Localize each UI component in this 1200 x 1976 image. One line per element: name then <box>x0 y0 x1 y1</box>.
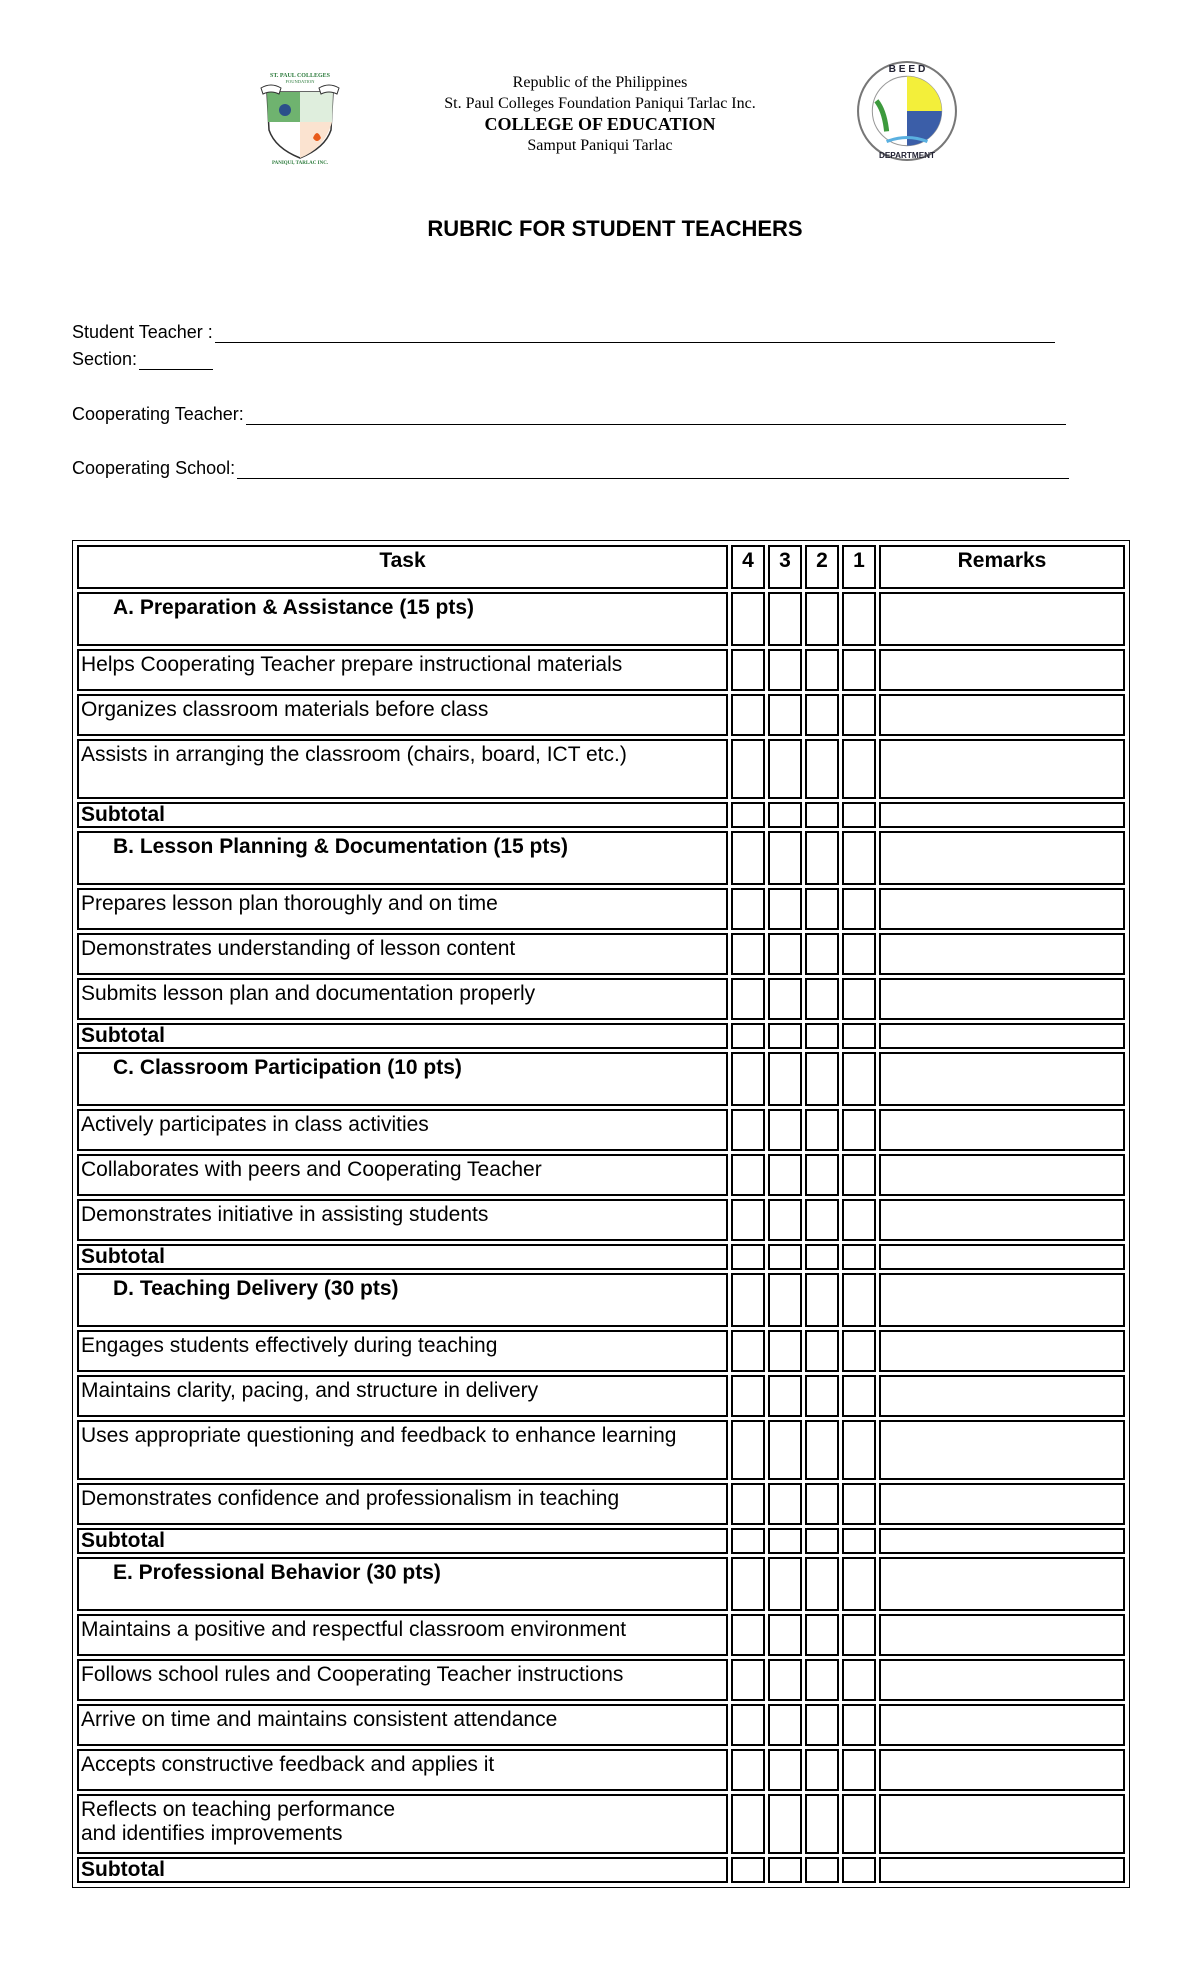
cooperating-school-line[interactable] <box>237 460 1069 479</box>
cooperating-teacher-field[interactable] <box>72 404 1066 425</box>
score-3-cell[interactable] <box>768 1023 802 1049</box>
score-1-cell[interactable] <box>842 1704 876 1746</box>
score-4-cell[interactable] <box>731 1528 765 1554</box>
score-2-cell[interactable] <box>805 1659 839 1701</box>
score-3-cell[interactable] <box>768 1614 802 1656</box>
score-3-cell[interactable] <box>768 1375 802 1417</box>
task-row <box>77 1154 1125 1196</box>
remarks-cell[interactable] <box>879 1420 1125 1480</box>
score-1-cell[interactable] <box>842 739 876 799</box>
score-2-cell[interactable] <box>805 1375 839 1417</box>
score-1-cell[interactable] <box>842 1109 876 1151</box>
score-2-cell[interactable] <box>805 1199 839 1241</box>
rubric-table <box>72 540 1130 1888</box>
score-4-cell[interactable] <box>731 978 765 1020</box>
remarks-cell[interactable] <box>879 978 1125 1020</box>
score-4-cell[interactable] <box>731 649 765 691</box>
score-2-cell[interactable] <box>805 1749 839 1791</box>
subtotal-row <box>77 1528 1125 1554</box>
score-3-cell[interactable] <box>768 1199 802 1241</box>
score-3-cell[interactable] <box>768 1749 802 1791</box>
header-score-1: 4 <box>731 545 765 589</box>
score-2-cell[interactable] <box>805 1420 839 1480</box>
task-text: Prepares lesson plan thoroughly and on time <box>77 888 728 930</box>
remarks-cell[interactable] <box>879 1199 1125 1241</box>
svg-text:FOUNDATION: FOUNDATION <box>285 79 315 84</box>
score-2-cell[interactable] <box>805 1857 839 1883</box>
score-4-cell[interactable] <box>731 1659 765 1701</box>
task-row <box>77 1109 1125 1151</box>
score-1-cell[interactable] <box>842 1244 876 1270</box>
score-1-cell[interactable] <box>842 831 876 885</box>
score-2-cell[interactable] <box>805 1330 839 1372</box>
score-4-cell[interactable] <box>731 1273 765 1327</box>
section-row <box>77 831 1125 885</box>
score-1-cell[interactable] <box>842 694 876 736</box>
section-row <box>77 592 1125 646</box>
score-1-cell[interactable] <box>842 1023 876 1049</box>
score-2-cell[interactable] <box>805 1794 839 1854</box>
section-label: Section: <box>72 349 138 369</box>
cooperating-school-field[interactable] <box>72 458 1069 479</box>
task-row <box>77 1330 1125 1372</box>
section-title: D. Teaching Delivery (30 pts) <box>77 1273 728 1327</box>
task-row <box>77 649 1125 691</box>
task-row <box>77 933 1125 975</box>
page-title: RUBRIC FOR STUDENT TEACHERS <box>427 216 803 241</box>
remarks-cell[interactable] <box>879 1483 1125 1525</box>
score-2-cell[interactable] <box>805 888 839 930</box>
st-paul-colleges-logo <box>255 70 345 165</box>
score-1-cell[interactable] <box>842 802 876 828</box>
task-text: Demonstrates understanding of lesson content <box>77 933 728 975</box>
task-text: Collaborates with peers and Cooperating Teacher <box>77 1154 728 1196</box>
task-text: Reflects on teaching performance and identifies improvements <box>77 1794 728 1854</box>
score-1-cell[interactable] <box>842 1528 876 1554</box>
score-2-cell[interactable] <box>805 1052 839 1106</box>
score-3-cell[interactable] <box>768 1528 802 1554</box>
score-4-cell[interactable] <box>731 1052 765 1106</box>
remarks-cell[interactable] <box>879 802 1125 828</box>
remarks-cell[interactable] <box>879 1375 1125 1417</box>
header-line-4: Samput Paniqui Tarlac <box>527 137 673 154</box>
score-3-cell[interactable] <box>768 592 802 646</box>
score-2-cell[interactable] <box>805 1704 839 1746</box>
remarks-cell[interactable] <box>879 933 1125 975</box>
score-2-cell[interactable] <box>805 1109 839 1151</box>
score-3-cell[interactable] <box>768 739 802 799</box>
score-3-cell[interactable] <box>768 1794 802 1854</box>
score-2-cell[interactable] <box>805 1483 839 1525</box>
remarks-cell[interactable] <box>879 1659 1125 1701</box>
score-3-cell[interactable] <box>768 1052 802 1106</box>
score-2-cell[interactable] <box>805 1557 839 1611</box>
header-remarks: Remarks <box>879 545 1125 589</box>
remarks-cell[interactable] <box>879 1749 1125 1791</box>
table-header-row <box>77 545 1125 589</box>
task-text: Actively participates in class activities <box>77 1109 728 1151</box>
score-4-cell[interactable] <box>731 1420 765 1480</box>
task-row <box>77 1483 1125 1525</box>
header-task: Task <box>77 545 728 589</box>
score-1-cell[interactable] <box>842 649 876 691</box>
remarks-cell[interactable] <box>879 1154 1125 1196</box>
task-text: Assists in arranging the classroom (chairs, board, ICT etc.) <box>77 739 728 799</box>
score-2-cell[interactable] <box>805 649 839 691</box>
score-3-cell[interactable] <box>768 1330 802 1372</box>
score-3-cell[interactable] <box>768 888 802 930</box>
task-text: Follows school rules and Cooperating Teacher instructions <box>77 1659 728 1701</box>
score-1-cell[interactable] <box>842 1052 876 1106</box>
svg-text:DEPARTMENT: DEPARTMENT <box>878 150 936 160</box>
score-4-cell[interactable] <box>731 1244 765 1270</box>
score-1-cell[interactable] <box>842 933 876 975</box>
remarks-cell[interactable] <box>879 1109 1125 1151</box>
score-1-cell[interactable] <box>842 1749 876 1791</box>
section-row <box>77 1273 1125 1327</box>
score-1-cell[interactable] <box>842 1659 876 1701</box>
task-row <box>77 978 1125 1020</box>
remarks-cell[interactable] <box>879 1614 1125 1656</box>
score-2-cell[interactable] <box>805 1023 839 1049</box>
score-4-cell[interactable] <box>731 1154 765 1196</box>
task-row <box>77 1420 1125 1480</box>
score-2-cell[interactable] <box>805 739 839 799</box>
task-row <box>77 1704 1125 1746</box>
score-3-cell[interactable] <box>768 1857 802 1883</box>
task-row <box>77 1375 1125 1417</box>
cooperating-teacher-line[interactable] <box>246 406 1066 425</box>
score-2-cell[interactable] <box>805 978 839 1020</box>
score-2-cell[interactable] <box>805 831 839 885</box>
score-1-cell[interactable] <box>842 1857 876 1883</box>
score-2-cell[interactable] <box>805 1273 839 1327</box>
score-2-cell[interactable] <box>805 1244 839 1270</box>
remarks-cell[interactable] <box>879 1528 1125 1554</box>
score-3-cell[interactable] <box>768 1704 802 1746</box>
task-text: Demonstrates initiative in assisting students <box>77 1199 728 1241</box>
task-text: Demonstrates confidence and professionalism in teaching <box>77 1483 728 1525</box>
score-2-cell[interactable] <box>805 1614 839 1656</box>
score-1-cell[interactable] <box>842 1330 876 1372</box>
task-text: Helps Cooperating Teacher prepare instructional materials <box>77 649 728 691</box>
score-3-cell[interactable] <box>768 978 802 1020</box>
score-1-cell[interactable] <box>842 1199 876 1241</box>
task-text: Maintains clarity, pacing, and structure in delivery <box>77 1375 728 1417</box>
score-1-cell[interactable] <box>842 1483 876 1525</box>
score-3-cell[interactable] <box>768 933 802 975</box>
task-text: Arrive on time and maintains consistent attendance <box>77 1704 728 1746</box>
svg-text:PANIQUI, TARLAC INC.: PANIQUI, TARLAC INC. <box>271 161 329 165</box>
subtotal-row <box>77 1857 1125 1883</box>
score-4-cell[interactable] <box>731 888 765 930</box>
score-4-cell[interactable] <box>731 694 765 736</box>
section-title: A. Preparation & Assistance (15 pts) <box>77 592 728 646</box>
score-2-cell[interactable] <box>805 1528 839 1554</box>
section-title: C. Classroom Participation (10 pts) <box>77 1052 728 1106</box>
svg-text:B E E D: B E E D <box>888 64 926 76</box>
score-1-cell[interactable] <box>842 592 876 646</box>
remarks-cell[interactable] <box>879 694 1125 736</box>
score-4-cell[interactable] <box>731 1109 765 1151</box>
student-teacher-field[interactable] <box>72 322 1055 343</box>
header-line-2: St. Paul Colleges Foundation Paniqui Tarlac Inc. <box>444 95 756 112</box>
remarks-cell[interactable] <box>879 888 1125 930</box>
subtotal-row <box>77 1244 1125 1270</box>
score-3-cell[interactable] <box>768 1420 802 1480</box>
score-2-cell[interactable] <box>805 933 839 975</box>
task-row <box>77 888 1125 930</box>
subtotal-label: Subtotal <box>77 1244 728 1270</box>
score-1-cell[interactable] <box>842 978 876 1020</box>
task-text: Accepts constructive feedback and applies it <box>77 1749 728 1791</box>
remarks-cell[interactable] <box>879 739 1125 799</box>
subtotal-row <box>77 1023 1125 1049</box>
score-4-cell[interactable] <box>731 1614 765 1656</box>
subtotal-label: Subtotal <box>77 1857 728 1883</box>
task-row <box>77 1794 1125 1854</box>
remarks-cell[interactable] <box>879 1330 1125 1372</box>
score-3-cell[interactable] <box>768 694 802 736</box>
score-1-cell[interactable] <box>842 1375 876 1417</box>
score-4-cell[interactable] <box>731 1794 765 1854</box>
task-text: Organizes classroom materials before class <box>77 694 728 736</box>
task-row <box>77 1659 1125 1701</box>
score-4-cell[interactable] <box>731 1023 765 1049</box>
remarks-cell[interactable] <box>879 592 1125 646</box>
remarks-cell[interactable] <box>879 1557 1125 1611</box>
remarks-cell[interactable] <box>879 649 1125 691</box>
score-3-cell[interactable] <box>768 1273 802 1327</box>
remarks-cell[interactable] <box>879 1244 1125 1270</box>
score-4-cell[interactable] <box>731 933 765 975</box>
subtotal-label: Subtotal <box>77 1528 728 1554</box>
score-4-cell[interactable] <box>731 1199 765 1241</box>
header-score-3: 2 <box>805 545 839 589</box>
score-3-cell[interactable] <box>768 1109 802 1151</box>
score-2-cell[interactable] <box>805 1154 839 1196</box>
header-score-2: 3 <box>768 545 802 589</box>
score-4-cell[interactable] <box>731 1557 765 1611</box>
cooperating-school-label: Cooperating School: <box>72 458 236 478</box>
task-text: Engages students effectively during teaching <box>77 1330 728 1372</box>
score-3-cell[interactable] <box>768 1659 802 1701</box>
remarks-cell[interactable] <box>879 1273 1125 1327</box>
header-line-3: COLLEGE OF EDUCATION <box>484 114 716 134</box>
beed-department-logo <box>856 60 958 162</box>
cooperating-teacher-label: Cooperating Teacher: <box>72 404 244 424</box>
subtotal-row <box>77 802 1125 828</box>
remarks-cell[interactable] <box>879 1704 1125 1746</box>
score-4-cell[interactable] <box>731 1330 765 1372</box>
score-4-cell[interactable] <box>731 1857 765 1883</box>
task-row <box>77 1749 1125 1791</box>
score-2-cell[interactable] <box>805 592 839 646</box>
score-4-cell[interactable] <box>731 1749 765 1791</box>
student-teacher-label: Student Teacher : <box>72 322 213 342</box>
subtotal-label: Subtotal <box>77 1023 728 1049</box>
score-4-cell[interactable] <box>731 1704 765 1746</box>
score-4-cell[interactable] <box>731 1483 765 1525</box>
task-row <box>77 694 1125 736</box>
score-4-cell[interactable] <box>731 831 765 885</box>
section-title: B. Lesson Planning & Documentation (15 pts) <box>77 831 728 885</box>
score-1-cell[interactable] <box>842 1273 876 1327</box>
score-1-cell[interactable] <box>842 888 876 930</box>
task-row <box>77 739 1125 799</box>
score-3-cell[interactable] <box>768 1557 802 1611</box>
score-3-cell[interactable] <box>768 1483 802 1525</box>
score-1-cell[interactable] <box>842 1614 876 1656</box>
score-4-cell[interactable] <box>731 802 765 828</box>
score-3-cell[interactable] <box>768 649 802 691</box>
section-field[interactable] <box>72 349 213 370</box>
score-1-cell[interactable] <box>842 1794 876 1854</box>
task-text: Submits lesson plan and documentation properly <box>77 978 728 1020</box>
remarks-cell[interactable] <box>879 1794 1125 1854</box>
task-row <box>77 1199 1125 1241</box>
score-3-cell[interactable] <box>768 1244 802 1270</box>
svg-text:ST. PAUL COLLEGES: ST. PAUL COLLEGES <box>270 73 330 79</box>
score-3-cell[interactable] <box>768 831 802 885</box>
score-2-cell[interactable] <box>805 694 839 736</box>
section-row <box>77 1052 1125 1106</box>
remarks-cell[interactable] <box>879 1052 1125 1106</box>
institution-header <box>380 72 820 156</box>
header-line-1: Republic of the Philippines <box>512 74 688 91</box>
score-4-cell[interactable] <box>731 739 765 799</box>
student-teacher-line[interactable] <box>215 324 1055 343</box>
task-text: Uses appropriate questioning and feedback to enhance learning <box>77 1420 728 1480</box>
header-score-4: 1 <box>842 545 876 589</box>
section-row <box>77 1557 1125 1611</box>
task-text: Maintains a positive and respectful classroom environment <box>77 1614 728 1656</box>
remarks-cell[interactable] <box>879 1023 1125 1049</box>
score-2-cell[interactable] <box>805 802 839 828</box>
score-3-cell[interactable] <box>768 802 802 828</box>
score-3-cell[interactable] <box>768 1154 802 1196</box>
task-row <box>77 1614 1125 1656</box>
remarks-cell[interactable] <box>879 831 1125 885</box>
section-line[interactable] <box>139 351 213 370</box>
score-4-cell[interactable] <box>731 1375 765 1417</box>
subtotal-label: Subtotal <box>77 802 728 828</box>
score-4-cell[interactable] <box>731 592 765 646</box>
score-1-cell[interactable] <box>842 1154 876 1196</box>
score-1-cell[interactable] <box>842 1420 876 1480</box>
remarks-cell[interactable] <box>879 1857 1125 1883</box>
section-title: E. Professional Behavior (30 pts) <box>77 1557 728 1611</box>
score-1-cell[interactable] <box>842 1557 876 1611</box>
